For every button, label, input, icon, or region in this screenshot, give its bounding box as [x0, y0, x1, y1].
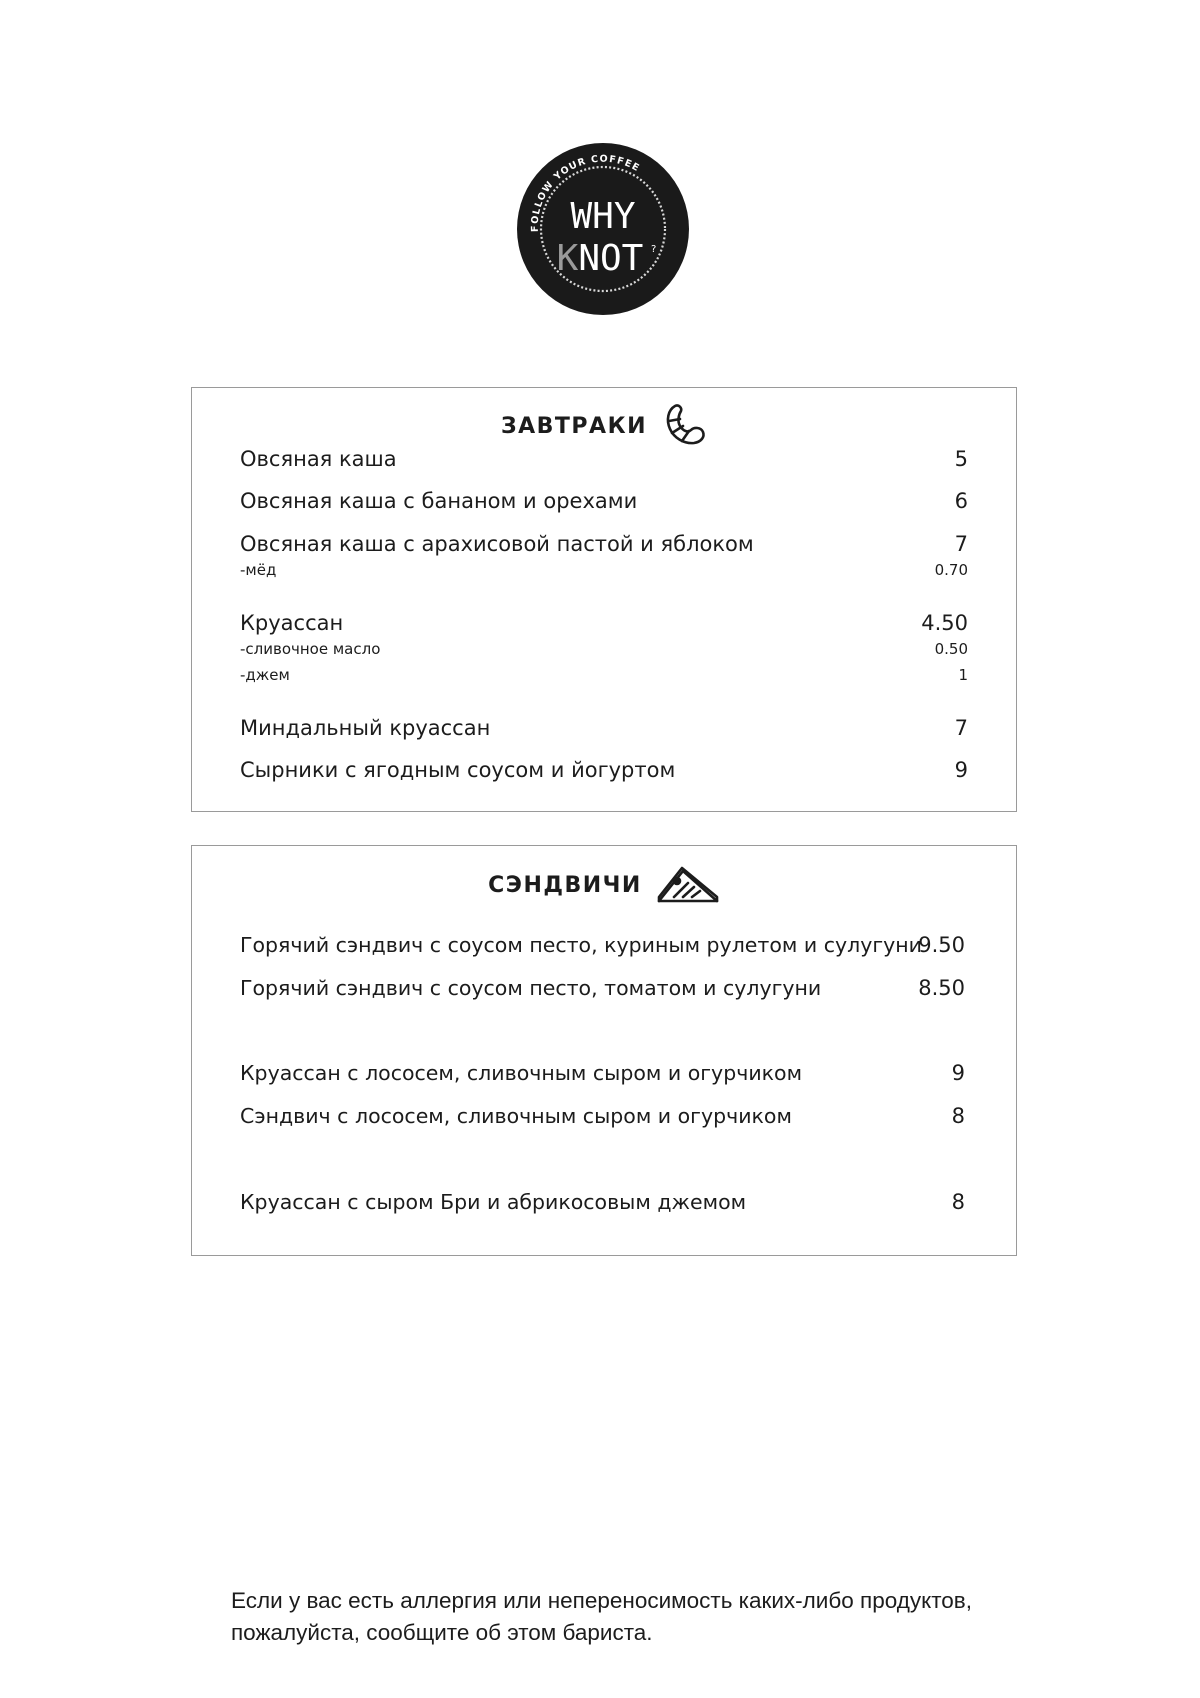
- menu-item: [240, 755, 968, 785]
- item-price: 6: [954, 489, 968, 513]
- logo-why: WHY: [570, 196, 636, 237]
- item-price: 8.50: [918, 976, 965, 1000]
- item-price: 9: [954, 758, 968, 782]
- menu-item: [240, 973, 968, 1003]
- item-name: Сырники с ягодным соусом и йогуртом: [240, 758, 676, 782]
- allergy-note: [231, 1585, 1051, 1649]
- item-price: 8: [951, 1190, 965, 1214]
- menu-item: [240, 1101, 968, 1131]
- menu-item: [240, 1058, 968, 1088]
- menu-item: [240, 1187, 968, 1217]
- item-price: 4.50: [921, 611, 968, 635]
- sandwich-header: [192, 860, 1016, 910]
- item-name: Горячий сэндвич с соусом песто, куриным рулетом и сулугуни: [240, 933, 922, 957]
- item-price: 7: [954, 716, 968, 740]
- item-name: Сэндвич с лососем, сливочным сыром и огурчиком: [240, 1104, 792, 1128]
- allergy-note-line-1: Если у вас есть аллергия или непереносимость каких-либо продуктов,: [231, 1588, 972, 1613]
- item-price: 5: [954, 447, 968, 471]
- item-name: Круассан: [240, 611, 344, 635]
- item-price: 9.50: [918, 933, 965, 957]
- menu-item: [240, 713, 968, 743]
- item-price: 9: [951, 1061, 965, 1085]
- menu-addon: [240, 665, 968, 685]
- allergy-note-line-2: пожалуйста, сообщите об этом бариста.: [231, 1620, 653, 1645]
- sandwich-icon: [656, 863, 720, 907]
- breakfast-title: ЗАВТРАКИ: [501, 413, 647, 439]
- addon-price: 0.70: [934, 561, 968, 579]
- croissant-icon: [661, 402, 707, 450]
- menu-item: [240, 486, 968, 516]
- item-name: Миндальный круассан: [240, 716, 491, 740]
- item-name: Горячий сэндвич с соусом песто, томатом и сулугуни: [240, 976, 822, 1000]
- logo-question-mark: ?: [651, 244, 657, 255]
- breakfast-section: [191, 387, 1017, 812]
- menu-addon: [240, 639, 968, 659]
- sandwich-title: СЭНДВИЧИ: [488, 872, 642, 898]
- addon-name: -сливочное масло: [240, 640, 381, 658]
- logo-knot: KNOT: [556, 238, 644, 279]
- addon-name: -джем: [240, 666, 290, 684]
- addon-price: 1: [958, 666, 968, 684]
- item-name: Круассан с сыром Бри и абрикосовым джемом: [240, 1190, 747, 1214]
- item-name: Овсяная каша с арахисовой пастой и яблоком: [240, 532, 754, 556]
- addon-name: -мёд: [240, 561, 277, 579]
- addon-price: 0.50: [934, 640, 968, 658]
- item-name: Овсяная каша: [240, 447, 397, 471]
- menu-item: [240, 930, 968, 960]
- item-price: 7: [954, 532, 968, 556]
- sandwich-section: [191, 845, 1017, 1256]
- menu-addon: [240, 560, 968, 580]
- item-price: 8: [951, 1104, 965, 1128]
- menu-item: [240, 608, 968, 638]
- logo-ring-text: FOLLOW YOUR COFFEE: [529, 153, 642, 233]
- why-knot-logo: [516, 142, 690, 316]
- menu-item: [240, 444, 968, 474]
- item-name: Овсяная каша с бананом и орехами: [240, 489, 638, 513]
- item-name: Круассан с лососем, сливочным сыром и огурчиком: [240, 1061, 803, 1085]
- menu-item: [240, 529, 968, 559]
